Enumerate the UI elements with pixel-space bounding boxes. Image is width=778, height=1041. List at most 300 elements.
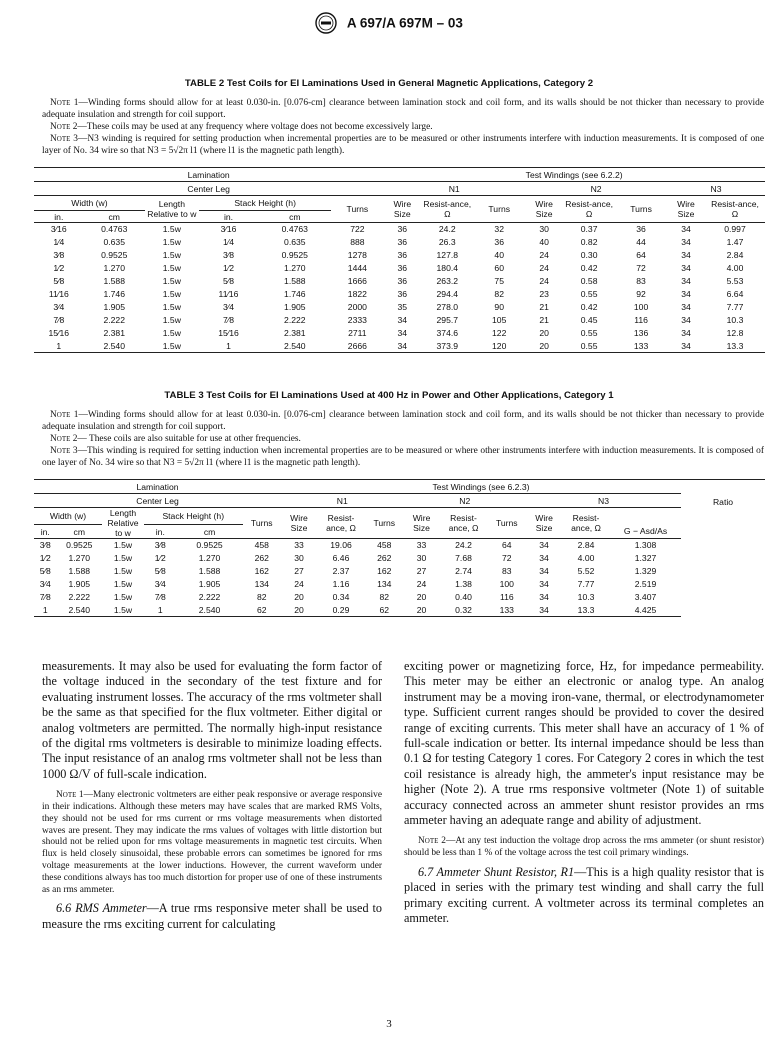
table2-cell: 1.5w <box>162 224 181 235</box>
section-6-7: 6.7 Ammeter Shunt Resistor, R1—This is a high quality resistor that is placed in series with the primary test winding and shall carry the full primary exciting current. A voltmeter across its terminal completes an ammeter. <box>404 865 764 926</box>
table2-cell: 373.9 <box>421 340 473 353</box>
table3-cell: 1.38 <box>455 579 472 589</box>
table3-cell: 13.3 <box>562 604 610 617</box>
table3-cell: 1.5w <box>113 592 133 602</box>
table2-head-cm: cm <box>84 211 145 223</box>
table2 <box>34 167 765 353</box>
table3-cell: 30 <box>294 553 304 563</box>
table2-cell: 34 <box>681 250 691 260</box>
table2-cell: 0.55 <box>580 328 598 338</box>
table2-cell: 122 <box>492 328 507 338</box>
table2-cell: 2333 <box>347 315 367 325</box>
table2-cell: 1.588 <box>284 276 306 286</box>
table2-cell: 1.5w <box>162 250 181 260</box>
table3-head-wire: Wire Size <box>281 508 317 539</box>
table3-note-2: Note 2— These coils are also suitable for use at other frequencies. <box>50 434 301 444</box>
table2-cell: 34 <box>681 263 691 273</box>
table2-body <box>34 223 765 353</box>
table2-cell: 1.47 <box>726 237 744 247</box>
table3-cell: 27 <box>416 566 427 576</box>
table3-cell: 162 <box>254 566 269 576</box>
table2-caption: TABLE 2 Test Coils for EI Laminations Used in General Magnetic Applications, Category 2 <box>184 78 594 89</box>
table3-cell: 7.68 <box>455 553 472 563</box>
table2-note-2: Note 2—These coils may be used at any frequency where voltage does not become excessively large. <box>50 122 433 132</box>
table3-head-g: G − Asd/As <box>610 525 681 539</box>
table2-head-stack: Stack Height (h) <box>199 196 332 211</box>
table2-head-turns: Turns <box>615 196 667 223</box>
table3-cell: 1.905 <box>68 579 91 589</box>
table2-cell: 5⁄8 <box>223 276 235 286</box>
table3-head-wire: Wire Size <box>526 508 562 539</box>
table2-cell: 1.588 <box>103 276 125 286</box>
table2-cell: 1444 <box>347 263 367 273</box>
table2-head-n2: N2 <box>525 182 667 196</box>
table2-cell: 36 <box>397 250 408 260</box>
table3-cell: 82 <box>256 592 267 602</box>
table3-row <box>34 578 765 591</box>
table3-cell: 134 <box>254 579 269 589</box>
table3-head-cm: cm <box>177 525 243 539</box>
table2-cell: 34 <box>681 224 691 235</box>
table2-cell: 60 <box>494 263 504 273</box>
table2-cell: 12.8 <box>726 328 744 338</box>
table3-head-n1: N1 <box>281 494 404 508</box>
table3-cell: 1 <box>144 604 177 617</box>
table2-cell: 0.37 <box>580 224 598 235</box>
table2-cell: 1278 <box>347 250 367 260</box>
table2-cell: 1.270 <box>103 263 125 273</box>
table3-cell: 2.74 <box>455 566 472 576</box>
table2-cell: 1.746 <box>284 289 306 299</box>
table3-cell: 2.222 <box>198 592 221 602</box>
table2-cell: 13.3 <box>705 340 765 353</box>
table2-cell: 127.8 <box>436 250 459 260</box>
table2-cell: 1.905 <box>103 302 125 312</box>
table2-cell: 26.3 <box>438 237 456 247</box>
table2-cell: 3⁄8 <box>53 250 65 260</box>
table3-cell: 24 <box>416 579 427 589</box>
table2-cell: 82 <box>494 289 504 299</box>
table2-cell: 83 <box>636 276 646 286</box>
table2-cell: 180.4 <box>436 263 459 273</box>
table2-cell: 36 <box>397 276 408 286</box>
table2-cell: 2711 <box>348 328 367 338</box>
table2-head-in: in. <box>199 211 258 223</box>
table2-cell: 34 <box>397 328 408 338</box>
table2-head-n3: N3 <box>667 182 765 196</box>
table2-row <box>34 223 765 236</box>
table2-cell: 34 <box>681 315 691 325</box>
table3-cell: 1⁄2 <box>154 553 166 563</box>
table3-cell: 24 <box>294 579 304 589</box>
table2-cell: 34 <box>383 340 421 353</box>
table3-head-resist: Resist-ance, Ω <box>562 508 610 539</box>
table2-cell: 36 <box>397 224 408 235</box>
table2-cell: 105 <box>492 315 507 325</box>
table3-cell: 1 <box>34 604 57 617</box>
table3-cell: 83 <box>502 566 512 576</box>
table2-cell: 295.7 <box>436 315 459 325</box>
table2-cell: 0.9525 <box>281 250 308 260</box>
table2-cell: 10.3 <box>726 315 744 325</box>
table2-row <box>34 236 765 249</box>
table2-cell: 36 <box>397 237 408 247</box>
table2-row <box>34 262 765 275</box>
table3-head-ratio: Ratio <box>681 480 765 525</box>
table2-cell: 1.270 <box>284 263 306 273</box>
table3-cell: 7⁄8 <box>39 592 51 602</box>
table3-cell: 4.00 <box>577 553 595 563</box>
table2-cell: 1 <box>199 340 258 353</box>
table3-cell: 5⁄8 <box>39 566 51 576</box>
table2-head-wire: Wire Size <box>667 196 705 223</box>
table3-head-cm: cm <box>57 525 102 539</box>
table3 <box>34 479 765 617</box>
table3-head-center-leg: Center Leg <box>34 494 281 508</box>
table3-cell: 62 <box>365 604 404 617</box>
table2-cell: 4.00 <box>726 263 744 273</box>
table3-cell: 24.2 <box>455 540 472 551</box>
table2-cell: 7⁄8 <box>53 315 65 325</box>
table2-cell: 2.540 <box>84 340 145 353</box>
table3-body <box>34 539 765 617</box>
table3-cell: 33 <box>294 540 304 551</box>
table3-cell: 33 <box>416 540 427 551</box>
table3-cell: 262 <box>254 553 269 563</box>
table2-cell: 0.4763 <box>101 224 128 235</box>
table3-cell: 3⁄4 <box>154 579 166 589</box>
table2-cell: 11⁄16 <box>48 289 69 299</box>
table2-cell: 0.58 <box>580 276 598 286</box>
table2-cell: 1.746 <box>103 289 125 299</box>
table2-cell: 136 <box>633 328 649 338</box>
table2-head-resist: Resist-ance, Ω <box>563 196 615 223</box>
table3-cell: 3.407 <box>634 592 657 602</box>
table3-cell: 458 <box>377 540 392 551</box>
table2-cell: 34 <box>681 276 691 286</box>
table3-cell: 62 <box>243 604 282 617</box>
table2-row <box>34 301 765 314</box>
table3-cell: 3⁄8 <box>154 540 166 551</box>
table3-row <box>34 591 765 604</box>
table2-cell: 34 <box>667 340 705 353</box>
table3-head-n3: N3 <box>526 494 681 508</box>
table3-row <box>34 604 765 617</box>
table3-cell: 2.540 <box>57 604 102 617</box>
table3-note-3: Note 3—This winding is required for setting induction when incremental properties are to be measured or where other instruments interfere with induction measurements. It is composed of one layer of No. 34 wire so that N3 = 5√2π l1 (where l1 is the magnetic path length). <box>42 446 764 468</box>
table3-cell: 1.905 <box>198 579 221 589</box>
table3-cell: 1.588 <box>68 566 91 576</box>
table3-head-wire: Wire Size <box>404 508 440 539</box>
astm-logo-icon <box>315 12 337 34</box>
table2-cell: 32 <box>494 224 504 235</box>
table3-cell: 4.425 <box>610 604 681 617</box>
table3-cell: 116 <box>499 592 514 602</box>
table3-head-width: Width (w) <box>34 508 102 525</box>
table2-cell: 1⁄4 <box>223 237 235 247</box>
table2-cell: 36 <box>636 224 646 235</box>
table2-cell: 2.540 <box>258 340 331 353</box>
table2-cell: 64 <box>636 250 646 260</box>
table3-cell: 34 <box>539 553 549 563</box>
table2-cell: 2000 <box>347 302 367 312</box>
table2-head-cm: cm <box>258 211 331 223</box>
table3-head-turns: Turns <box>365 508 404 539</box>
table3-cell: 2.540 <box>177 604 243 617</box>
table3-row <box>34 539 765 552</box>
table2-cell: 75 <box>494 276 504 286</box>
table3-cell: 133 <box>488 604 527 617</box>
table3-cell: 458 <box>254 540 269 551</box>
table2-head-center-leg: Center Leg <box>34 182 383 196</box>
table2-cell: 6.64 <box>726 289 744 299</box>
table2-cell: 5⁄8 <box>53 276 65 286</box>
table3-cell: 1.588 <box>198 566 221 576</box>
table2-head-resist: Resist-ance, Ω <box>421 196 473 223</box>
left-column <box>42 659 382 932</box>
table3-cell: 0.32 <box>440 604 488 617</box>
table3-cell: 2.84 <box>577 540 595 551</box>
table2-cell: 3⁄4 <box>53 302 65 312</box>
table3-head-test-windings: Test Windings (see 6.2.3) <box>281 480 681 494</box>
table2-head-wire: Wire Size <box>383 196 421 223</box>
table2-cell: 34 <box>681 328 691 338</box>
table2-cell: 24 <box>539 250 549 260</box>
table3-cell: 262 <box>377 553 392 563</box>
table3-note-1: Note 1—Winding forms should allow for at least 0.030-in. [0.076-cm] clearance between lamination stock and coil form, and its walls should be not thicker than necessary to provide adequate insulation and strength for coil support. <box>42 410 764 432</box>
table2-cell: 0.82 <box>580 237 598 247</box>
standard-designation: A 697/A 697M – 03 <box>346 15 463 31</box>
table2-cell: 722 <box>350 224 365 235</box>
table2-row <box>34 314 765 327</box>
table2-cell: 44 <box>636 237 646 247</box>
table2-head-in: in. <box>34 211 84 223</box>
table3-cell: 27 <box>294 566 304 576</box>
table3-cell: 1.327 <box>634 553 657 563</box>
page-number: 3 <box>386 1018 392 1030</box>
section-6-6: 6.6 RMS Ammeter—A true rms responsive meter shall be used to measure the rms exciting current for calculating <box>42 901 382 931</box>
table2-cell: 40 <box>494 250 504 260</box>
table2-cell: 0.4763 <box>281 224 308 235</box>
table3-head-turns: Turns <box>243 508 282 539</box>
table3-cell: 20 <box>281 604 317 617</box>
table2-cell: 263.2 <box>436 276 459 286</box>
table2-cell: 1⁄4 <box>53 237 65 247</box>
table2-cell: 294.4 <box>436 289 459 299</box>
table2-cell: 1 <box>34 340 84 353</box>
table3-cell: 34 <box>539 579 549 589</box>
table2-cell: 116 <box>634 315 648 325</box>
table2-cell: 15⁄16 <box>218 328 239 338</box>
table3-caption: TABLE 3 Test Coils for EI Laminations Used at 400 Hz in Power and Other Applications, Category 1 <box>164 390 614 401</box>
table3-row <box>34 552 765 565</box>
table3-head-length: Length Relative to w <box>102 508 144 539</box>
table2-cell: 3⁄4 <box>223 302 235 312</box>
table3-cell: 3⁄8 <box>39 540 51 551</box>
table2-cell: 20 <box>525 340 563 353</box>
table2-cell: 36 <box>397 263 408 273</box>
table3-cell: 100 <box>499 579 514 589</box>
table3-cell: 34 <box>526 604 562 617</box>
table2-cell: 15⁄16 <box>48 328 70 338</box>
table2-cell: 30 <box>539 224 549 235</box>
table3-cell: 5⁄8 <box>154 566 166 576</box>
table3-cell: 0.9525 <box>196 540 223 551</box>
table2-row <box>34 340 765 353</box>
table2-cell: 11⁄16 <box>218 289 239 299</box>
table2-cell: 374.6 <box>436 328 459 338</box>
table2-cell: 0.997 <box>724 224 746 235</box>
table3-head-stack: Stack Height (h) <box>144 508 243 525</box>
table2-cell: 1666 <box>347 276 367 286</box>
table2-cell: 2.222 <box>284 315 306 325</box>
table2-cell: 0.42 <box>580 302 598 312</box>
table3-cell: 134 <box>377 579 392 589</box>
table2-head-width: Width (w) <box>34 196 145 211</box>
table2-cell: 3⁄16 <box>50 224 67 235</box>
table2-cell: 1.5w <box>162 315 181 325</box>
table3-cell: 5.52 <box>577 566 595 576</box>
table2-cell: 72 <box>636 263 646 273</box>
table2-cell: 1.5w <box>162 289 181 299</box>
table2-head-length: Length Relative to w <box>145 196 199 223</box>
table2-head-n1: N1 <box>383 182 525 196</box>
table3-cell: 1⁄2 <box>39 553 51 563</box>
table2-cell: 23 <box>539 289 549 299</box>
table2-cell: 0.45 <box>580 315 598 325</box>
table2-cell: 40 <box>539 237 549 247</box>
table2-cell: 92 <box>636 289 646 299</box>
table3-cell: 72 <box>502 553 512 563</box>
table2-head-turns: Turns <box>473 196 525 223</box>
table2-note-3: Note 3—N3 winding is required for setting production when incremental properties are to be measured or other instruments interfere with induction measurements. It is composed of one layer of No. 34 wire so that N3 = 5√2π l1 (where l1 is the magnetic path length). <box>42 134 764 156</box>
left-paragraph: measurements. It may also be used for evaluating the form factor of the voltage induced in the secondary of the test fixture and for evaluating instrument losses. The accuracy of the rms voltmeter shall be the same as that specified for the flux voltmeter. Either digital or analog voltmeters are permitted. The normally high-input resistance of the digital rms voltmeters is desirable to minimize loading effects. The input resistance of an analog rms voltmeter shall not be less than 1000 Ω/V of full-scale indication. <box>42 659 382 781</box>
table3-cell: 1.308 <box>634 540 657 551</box>
right-column <box>404 659 764 927</box>
table3-cell: 7⁄8 <box>154 592 166 602</box>
table3-cell: 1.270 <box>68 553 91 563</box>
table3-cell: 1.329 <box>634 566 657 576</box>
table3-cell: 7.77 <box>577 579 595 589</box>
table3-head-turns: Turns <box>488 508 527 539</box>
table2-head-wire: Wire Size <box>525 196 563 223</box>
table2-row <box>34 275 765 288</box>
table2-cell: 3⁄8 <box>223 250 235 260</box>
table2-cell: 0.9525 <box>101 250 128 260</box>
table3-head-lamination: Lamination <box>34 480 281 494</box>
table3-cell: 2.222 <box>68 592 91 602</box>
table2-cell: 90 <box>494 302 504 312</box>
table2-head-turns: Turns <box>331 196 383 223</box>
table3-cell: 20 <box>294 592 304 602</box>
table3-head-resist: Resist-ance, Ω <box>440 508 488 539</box>
table3-head-n2: N2 <box>404 494 527 508</box>
table2-cell: 3⁄16 <box>220 224 237 235</box>
table3-cell: 6.46 <box>332 553 350 563</box>
table3-head-resist: Resist-ance, Ω <box>317 508 365 539</box>
table2-cell: 1.5w <box>162 302 181 312</box>
table2-cell: 1.5w <box>162 263 181 273</box>
table3-cell: 34 <box>539 592 549 602</box>
table2-cell: 1.5w <box>162 328 181 338</box>
table2-cell: 34 <box>681 289 691 299</box>
table3-cell: 1.5w <box>113 553 133 563</box>
table3-cell: 10.3 <box>577 592 595 602</box>
table2-cell: 278.0 <box>436 302 459 312</box>
table2-cell: 1.5w <box>145 340 199 353</box>
table3-cell: 2.519 <box>634 579 657 589</box>
table3-cell: 1.5w <box>113 566 133 576</box>
table3-cell: 1.16 <box>332 579 350 589</box>
table2-cell: 21 <box>539 302 549 312</box>
table3-row <box>34 565 765 578</box>
table2-cell: 34 <box>681 302 691 312</box>
table3-cell: 0.34 <box>332 592 350 602</box>
table2-head-resist: Resist-ance, Ω <box>705 196 765 223</box>
table2-head-test-windings: Test Windings (see 6.2.2) <box>383 168 765 182</box>
table2-notes <box>42 97 764 157</box>
table2-cell: 1.905 <box>284 302 306 312</box>
table3-cell: 162 <box>377 566 392 576</box>
table2-cell: 0.55 <box>580 289 598 299</box>
table2-cell: 0.55 <box>563 340 615 353</box>
table3-cell: 1.5w <box>113 540 133 551</box>
right-paragraph: exciting power or magnetizing force, Hz, for impedance permeability. This meter may be either an electronic or analog type. An analog instrument may be a moving iron-vane, thermal, or electrodynamometer type. Sufficient current ranges should be provided to cover the desired range of exciting currents. This meter shall have an accuracy of 1 % of full-scale indication or better. Its internal impedance should be less than 0.1 Ω for testing Category 1 cores. For Category 2 cores in which the test coil resistance is already high, the ammeter's input resistance may be higher (Note 2). A true rms responsive voltmeter (Note 1) of suitable accuracy connected across an ammeter shunt resistor provides an rms ammeter having an adequate range and ability of adjustment. <box>404 659 764 828</box>
table2-cell: 7.77 <box>726 302 744 312</box>
table2-cell: 0.635 <box>284 237 306 247</box>
table3-cell: 2.37 <box>332 566 350 576</box>
table2-cell: 0.42 <box>580 263 598 273</box>
table3-cell: 34 <box>539 540 549 551</box>
table2-cell: 20 <box>539 328 549 338</box>
table2-note-1: Note 1—Winding forms should allow for at least 0.030-in. [0.076-cm] clearance between lamination stock and coil form, and its walls should be not thicker than necessary to provide adequate insulation and strength for coil support. <box>42 98 764 120</box>
table3-cell: 20 <box>416 592 427 602</box>
table2-cell: 1⁄2 <box>53 263 65 273</box>
table2-row <box>34 288 765 301</box>
table3-notes <box>42 409 764 469</box>
table2-cell: 1822 <box>347 289 367 299</box>
table3-cell: 30 <box>416 553 427 563</box>
table2-cell: 1⁄2 <box>223 263 235 273</box>
table2-cell: 24 <box>539 263 549 273</box>
table2-cell: 2.381 <box>284 328 306 338</box>
table2-cell: 120 <box>473 340 525 353</box>
table2-cell: 35 <box>397 302 408 312</box>
table3-cell: 3⁄4 <box>39 579 51 589</box>
page-header <box>0 12 778 34</box>
note-2: Note 2—At any test induction the voltage drop across the rms ammeter (or shunt resistor) should be less than 1 % of the voltage across the test coil primary windings. <box>404 836 764 859</box>
table2-cell: 2.84 <box>726 250 744 260</box>
table3-cell: 82 <box>379 592 390 602</box>
table2-cell: 1.5w <box>162 276 181 286</box>
table2-row <box>34 327 765 340</box>
table3-cell: 0.9525 <box>66 540 93 551</box>
table3-cell: 64 <box>502 540 512 551</box>
table3-cell: 1.5w <box>113 579 133 589</box>
table3-cell: 19.06 <box>330 540 352 551</box>
table3-cell: 0.29 <box>317 604 365 617</box>
table2-cell: 24.2 <box>438 224 456 235</box>
table2-cell: 888 <box>350 237 365 247</box>
table2-cell: 1.5w <box>162 237 181 247</box>
table3-head-in: in. <box>144 525 177 539</box>
table2-cell: 36 <box>494 237 504 247</box>
table3-cell: 1.270 <box>198 553 221 563</box>
table2-cell: 2.381 <box>103 328 125 338</box>
table2-cell: 34 <box>681 237 691 247</box>
table2-cell: 0.635 <box>103 237 125 247</box>
table2-cell: 36 <box>397 289 408 299</box>
